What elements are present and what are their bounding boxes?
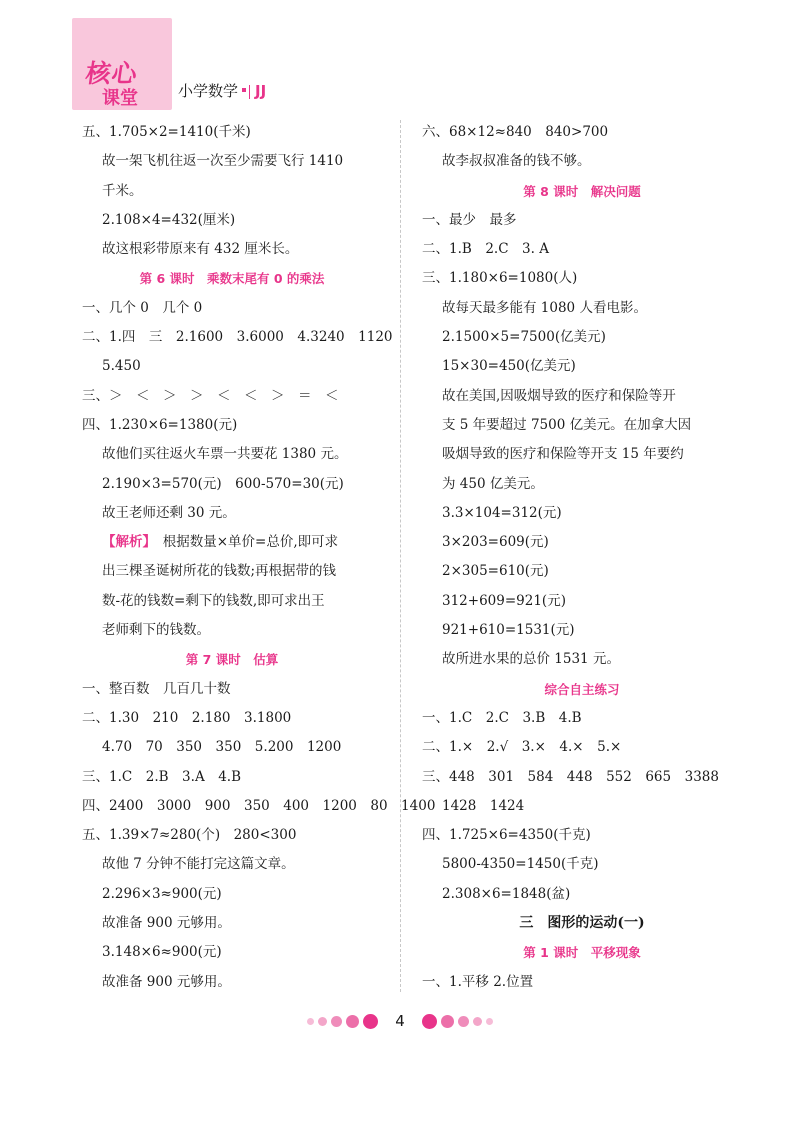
section-heading: [82, 645, 382, 674]
item-number: 2.: [102, 475, 115, 492]
answer-text: 四、2400 3000 900 350 400 1200 80 1400: [82, 797, 436, 814]
answer-text: B: [571, 709, 582, 726]
answer-line: [422, 821, 742, 850]
answer-line: [422, 704, 742, 733]
section-heading: [422, 177, 742, 206]
answer-line: [422, 587, 742, 616]
answer-text: 平移: [461, 973, 494, 990]
answer-line: [422, 499, 742, 528]
answer-text: 二、: [422, 241, 449, 258]
answer-text: B: [158, 768, 183, 785]
answer-line: [82, 118, 382, 147]
answer-text: 308×6=1848(盆): [454, 885, 571, 902]
answer-line: [422, 440, 742, 469]
answer-text: 四 三: [121, 329, 176, 346]
answer-line: [82, 352, 382, 381]
answer-text: 五、: [82, 827, 109, 844]
item-number: 2.: [145, 768, 159, 785]
answer-line: [422, 616, 742, 645]
item-number: 2.: [102, 211, 115, 228]
answer-line: [82, 587, 382, 616]
answer-text: 一、几个 0 几个 0: [82, 299, 203, 316]
answer-text: 230×6=1380(元): [121, 416, 238, 433]
item-number: 2.: [485, 241, 499, 258]
answer-text: ×: [461, 739, 487, 756]
answer-line: [82, 499, 382, 528]
answer-text: 故准备 900 元够用。: [102, 973, 231, 990]
answer-text: 故李叔叔准备的钱不够。: [442, 153, 591, 170]
answer-line: [422, 206, 742, 235]
answer-text: 3×203=609(元): [442, 534, 549, 551]
answer-text: 1500×5=7500(亿美元): [454, 329, 606, 346]
item-number: 4.: [558, 709, 572, 726]
answer-line: [82, 382, 382, 411]
answer-line: [82, 294, 382, 323]
item-number: 4.: [297, 329, 311, 346]
answer-text: 故王老师还剩 30 元。: [102, 504, 236, 521]
answer-text: √: [499, 739, 522, 756]
answer-line: [82, 821, 382, 850]
answer-text: 五、: [82, 124, 109, 140]
item-number: 3.: [244, 709, 257, 726]
answer-line: [82, 675, 382, 704]
item-number: 5.: [254, 739, 268, 756]
answer-text: 6000: [249, 329, 298, 346]
item-number: 1.: [449, 973, 462, 990]
answer-text: 1800: [256, 709, 292, 726]
item-number: 3.: [102, 944, 115, 961]
answer-line: [82, 792, 436, 821]
answer-text: 为 450 亿美元。: [442, 475, 544, 492]
answer-text: 千米。: [102, 182, 143, 199]
left-column: [82, 118, 436, 997]
answer-line: [82, 704, 382, 733]
answer-text: 148×6≈900(元): [114, 944, 222, 961]
item-number: 3.: [182, 768, 195, 785]
answer-line: [82, 909, 382, 938]
item-number: 3.: [521, 739, 535, 756]
answer-text: 综合自主练习: [544, 681, 620, 697]
answer-text: 2×305=610(元): [442, 563, 549, 580]
answer-line: [82, 763, 382, 792]
footer-dots-left-icon: [305, 1011, 380, 1030]
answer-text: 30 210: [121, 709, 192, 726]
item-number: 4.: [218, 768, 232, 785]
item-number: 1.: [109, 329, 122, 346]
answer-line: [82, 850, 382, 879]
answer-text: 二、: [82, 709, 109, 726]
item-number: 1.: [449, 739, 462, 756]
answer-text: 数-花的钱数=剩下的钱数,即可求出王: [102, 592, 325, 609]
item-number: 1.: [109, 416, 122, 433]
answer-text: 5800-4350=1450(千克): [442, 856, 599, 873]
item-number: 4.: [102, 739, 115, 756]
answer-text: 第 8 课时 解决问题: [523, 183, 641, 199]
answer-text: 故一架飞机往返一次至少需要飞行 1410: [102, 153, 344, 170]
answer-text: 二、: [82, 329, 109, 346]
answer-line: [422, 411, 742, 440]
answer-line: [422, 792, 742, 821]
answer-text: 故在美国,因吸烟导致的医疗和保险等开: [442, 387, 676, 404]
logo-text-top: 核心: [83, 59, 140, 88]
answer-line: [82, 440, 382, 469]
answer-line: [422, 470, 742, 499]
answer-text: C: [121, 768, 146, 785]
answer-text: 吸烟导致的医疗和保险等开支 15 年要约: [442, 446, 684, 463]
answer-line: [422, 733, 742, 762]
item-number: 2.: [442, 329, 455, 346]
answer-text: 故他们买往返火车票一共要花 1380 元。: [102, 446, 348, 463]
logo-text-bottom: 课堂: [102, 88, 138, 109]
answer-text: 3×104=312(元): [454, 504, 562, 521]
item-number: 2.: [485, 709, 499, 726]
answer-text: 故每天最多能有 1080 人看电影。: [442, 299, 647, 316]
answer-line: [422, 968, 742, 997]
answer-text: A: [194, 768, 219, 785]
answer-line: [422, 528, 742, 557]
answer-text: ×: [572, 739, 598, 756]
item-number: 2.: [493, 973, 507, 990]
answer-text: 故这根彩带原来有 432 厘米长。: [102, 241, 299, 258]
answer-text: 一、: [422, 973, 449, 990]
answer-text: 三、448 301 584 448 552 665 3388: [422, 768, 719, 785]
section-heading: [82, 264, 382, 293]
answer-text: C: [498, 709, 523, 726]
item-number: 3.: [442, 504, 455, 521]
answer-text: 三 图形的运动(一): [519, 915, 645, 932]
answer-line: [422, 382, 742, 411]
answer-text: C: [498, 241, 523, 258]
answer-line: [82, 733, 382, 762]
answer-text: 故所进水果的总价 1531 元。: [442, 651, 620, 668]
answer-line: [422, 294, 742, 323]
answer-text: 出三棵圣诞树所花的钱数;再根据带的钱: [102, 563, 337, 580]
answer-line: [82, 616, 382, 645]
answer-line: [82, 557, 382, 586]
answer-text: 450: [114, 358, 141, 375]
answer-text: 四、: [422, 827, 449, 844]
answer-text: 支 5 年要超过 7500 亿美元。在加拿大因: [442, 416, 692, 433]
answer-text: 3240 1120: [310, 329, 393, 346]
answer-line: [422, 352, 742, 381]
item-number: 1.: [449, 241, 462, 258]
answer-line: [422, 880, 742, 909]
answer-line: [82, 147, 382, 176]
item-number: 1.: [449, 709, 462, 726]
answer-text: B: [461, 241, 486, 258]
answer-line: [82, 968, 382, 997]
answer-text: 70 70 350 350: [114, 739, 255, 756]
answer-text: 三、: [422, 270, 449, 287]
answer-line: [82, 470, 382, 499]
answer-text: 39×7≈280(个) 280<300: [121, 827, 297, 844]
item-number: 5.: [597, 739, 610, 756]
answer-text: 三、: [82, 768, 109, 785]
answer-text: 921+610=1531(元): [442, 622, 575, 639]
section-heading: [422, 675, 742, 704]
item-number: 1.: [109, 827, 122, 844]
answer-line: [422, 235, 742, 264]
answer-line: [82, 323, 393, 352]
item-number: 1.: [109, 124, 122, 140]
square-marker-icon: [242, 88, 246, 92]
separator: [249, 85, 250, 99]
answer-text: 108×4=432(厘米): [114, 211, 236, 228]
answer-text: 故他 7 分钟不能打完这篇文章。: [102, 856, 295, 873]
answer-text: 1600: [188, 329, 237, 346]
answer-text: 一、: [422, 709, 449, 726]
column-divider: [400, 120, 401, 992]
answer-text: 296×3≈900(元): [114, 885, 222, 902]
footer-dots-right-icon: [420, 1011, 495, 1030]
item-number: 4.: [559, 739, 573, 756]
brand-logo: [72, 18, 172, 110]
item-number: 2.: [486, 739, 500, 756]
answer-text: 根据数量×单价=总价,即可求: [149, 534, 339, 551]
answer-text: 六、68×12≈840 840>700: [422, 124, 609, 140]
answer-text: 二、: [422, 739, 449, 756]
analysis-label: 【解析】: [102, 534, 150, 551]
answer-text: 15×30=450(亿美元): [442, 358, 576, 375]
item-number: 3.: [236, 329, 250, 346]
item-number: 5.: [102, 358, 115, 375]
item-number: 2.: [191, 709, 205, 726]
item-number: 1.: [109, 709, 122, 726]
answer-text: 第 1 课时 平移现象: [523, 945, 641, 961]
answer-line: [82, 177, 382, 206]
answer-text: B: [535, 709, 559, 726]
subject-header: [178, 80, 266, 101]
answer-text: 705×2=1410(千米): [121, 124, 251, 140]
answer-line: [422, 264, 742, 293]
answer-line: [82, 938, 382, 967]
answer-text: 故准备 900 元够用。: [102, 915, 231, 932]
page-footer: [0, 1010, 800, 1032]
answer-text: 一、整百数 几百几十数: [82, 680, 231, 697]
subject-title: 小学数学: [178, 82, 239, 100]
item-number: 2.: [102, 885, 115, 902]
answer-text: 180: [204, 709, 245, 726]
answer-line: [82, 528, 382, 557]
answer-text: 725×6=4350(千克): [461, 827, 591, 844]
answer-line: [422, 557, 742, 586]
answer-text: 1428 1424: [442, 797, 525, 814]
answer-line: [422, 645, 742, 674]
answer-line: [422, 147, 742, 176]
answer-text: 三、＞ ＜ ＞ ＞ ＜ ＜ ＞ ＝ ＜: [82, 387, 339, 404]
answer-line: [422, 850, 742, 879]
answer-text: 312+609=921(元): [442, 592, 566, 609]
answer-text: C: [461, 709, 486, 726]
answer-line: [82, 411, 382, 440]
answer-line: [82, 235, 382, 264]
answer-text: 位置: [506, 973, 534, 990]
answer-text: B: [231, 768, 241, 785]
answer-text: 老师剩下的钱数。: [102, 622, 210, 639]
item-number: 1.: [109, 768, 122, 785]
answer-text: ×: [610, 739, 622, 756]
answer-line: [422, 763, 742, 792]
answer-text: 190×3=570(元) 600-570=30(元): [114, 475, 344, 492]
answer-text: 四、: [82, 416, 109, 433]
section-heading: [422, 938, 742, 967]
answer-line: [422, 323, 742, 352]
answer-text: A: [534, 241, 549, 258]
answer-text: ×: [534, 739, 560, 756]
answer-text: 200 1200: [267, 739, 342, 756]
page-number: 4: [395, 1011, 405, 1030]
answer-text: 180×6=1080(人): [461, 270, 578, 287]
answer-line: [82, 880, 382, 909]
answer-text: 一、最少 最多: [422, 211, 517, 228]
answer-line: [82, 206, 382, 235]
answer-text: 第 6 课时 乘数末尾有 0 的乘法: [139, 271, 325, 287]
item-number: 1.: [449, 827, 462, 844]
item-number: 1.: [449, 270, 462, 287]
right-column: [422, 118, 742, 997]
item-number: 2.: [175, 329, 189, 346]
answer-line: [422, 118, 742, 147]
answer-text: 第 7 课时 估算: [185, 652, 279, 668]
section-heading: [422, 909, 742, 938]
edition-code: JJ: [255, 82, 267, 100]
item-number: 3.: [522, 241, 535, 258]
item-number: 2.: [442, 885, 455, 902]
item-number: 3.: [522, 709, 536, 726]
